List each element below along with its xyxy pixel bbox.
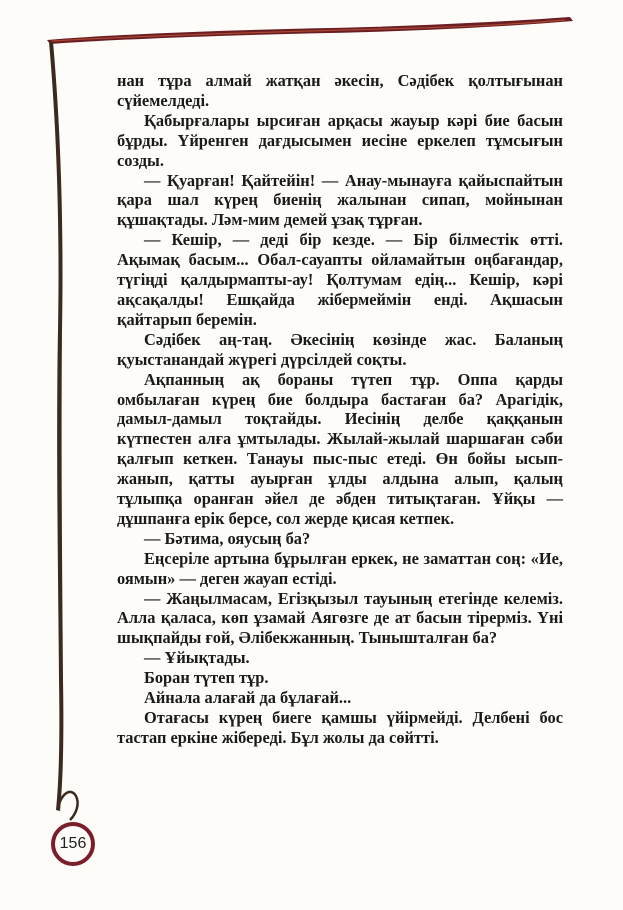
paragraph-8: Еңсеріле артына бұрылған еркек, не заматтан соң: «Ие, оямын» — деген жауап естіді. — [117, 548, 563, 588]
left-border-hook — [58, 792, 78, 820]
body-text — [117, 71, 563, 748]
paragraph-1: нан тұра алмай жатқан әкесін, Сәдібек қолтығынан сүйемелдеді. — [117, 71, 563, 110]
paragraph-2: Қабырғалары ырсиған арқасы жауыр кәрі бие басын бұрды. Үйренген дағдысымен иесіне еркелеп тұмсығын созды. — [117, 110, 563, 170]
paragraph-5: Сәдібек аң-таң. Әкесінің көзінде жас. Баланың қуыстанандай жүрегі дүрсілдей соқты. — [117, 329, 563, 369]
paragraph-13: Отағасы күрең биеге қамшы үйірмейді. Делбені бос тастап еркіне жібереді. Бұл жолы да сөйтті. — [117, 708, 563, 747]
top-border-highlight — [52, 20, 565, 41]
page-number: 156 — [59, 835, 87, 852]
paragraph-3: — Қуарған! Қайтейін! — Анау-мынауға қайыспайтын қара шал күрең биенің жалынан сипап, мойнынан құшақтады. Ләм-мим демей ұзақ тұрған. — [117, 170, 563, 230]
paragraph-12: Айнала алағай да бұлағай... — [144, 688, 352, 708]
paragraph-10: — Ұйықтады. — [144, 648, 250, 668]
paragraph-9: — Жаңылмасам, Егізқызыл тауының етегінде келеміз. Алла қаласа, көп ұзамай Аягөзге де ат басын тірерміз. Үні шықпайды ғой, Әлібекжанның. Тынышталған ба? — [117, 588, 563, 648]
paragraph-7: — Бәтима, ояусың ба? — [144, 528, 311, 548]
paragraph-11: Боран түтеп тұр. — [144, 668, 269, 688]
top-border-stroke — [47, 17, 573, 44]
paragraph-6: Ақпанның ақ бораны түтеп тұр. Оппа қарды омбылаған күрең бие болдыра бастаған ба? Арагідік, дамыл-дамыл тоқтайды. Иесінің делбе қаққанын күтпестен алға ұмтылады. Жылай-жылай шаршаған сәби қалғып кеткен. Танауы пыс-пыс етеді. Өн бойы ысып-жанып, қатты ауырған ұлды алдына алып, қалың тұлыпқа оранған әйел де әбден титықтаған. Ұйқы — дұшпанға ерік берсе, сол жерде қисая кетпек. — [117, 369, 563, 528]
page-number-badge — [51, 822, 95, 866]
paragraph-4: — Кешір, — деді бір кезде. — Бір білместік өтті. Ақымақ басым... Обал-сауапты ойламайтын оңбағандар, түгіңді қалдырмапты-ау! Қолтумам едің... Кешір, кәрі ақсақалды! Ешқайда жібермеймін енді. Ақшасын қайтарып беремін. — [117, 230, 563, 329]
left-border-stroke — [49, 42, 63, 811]
